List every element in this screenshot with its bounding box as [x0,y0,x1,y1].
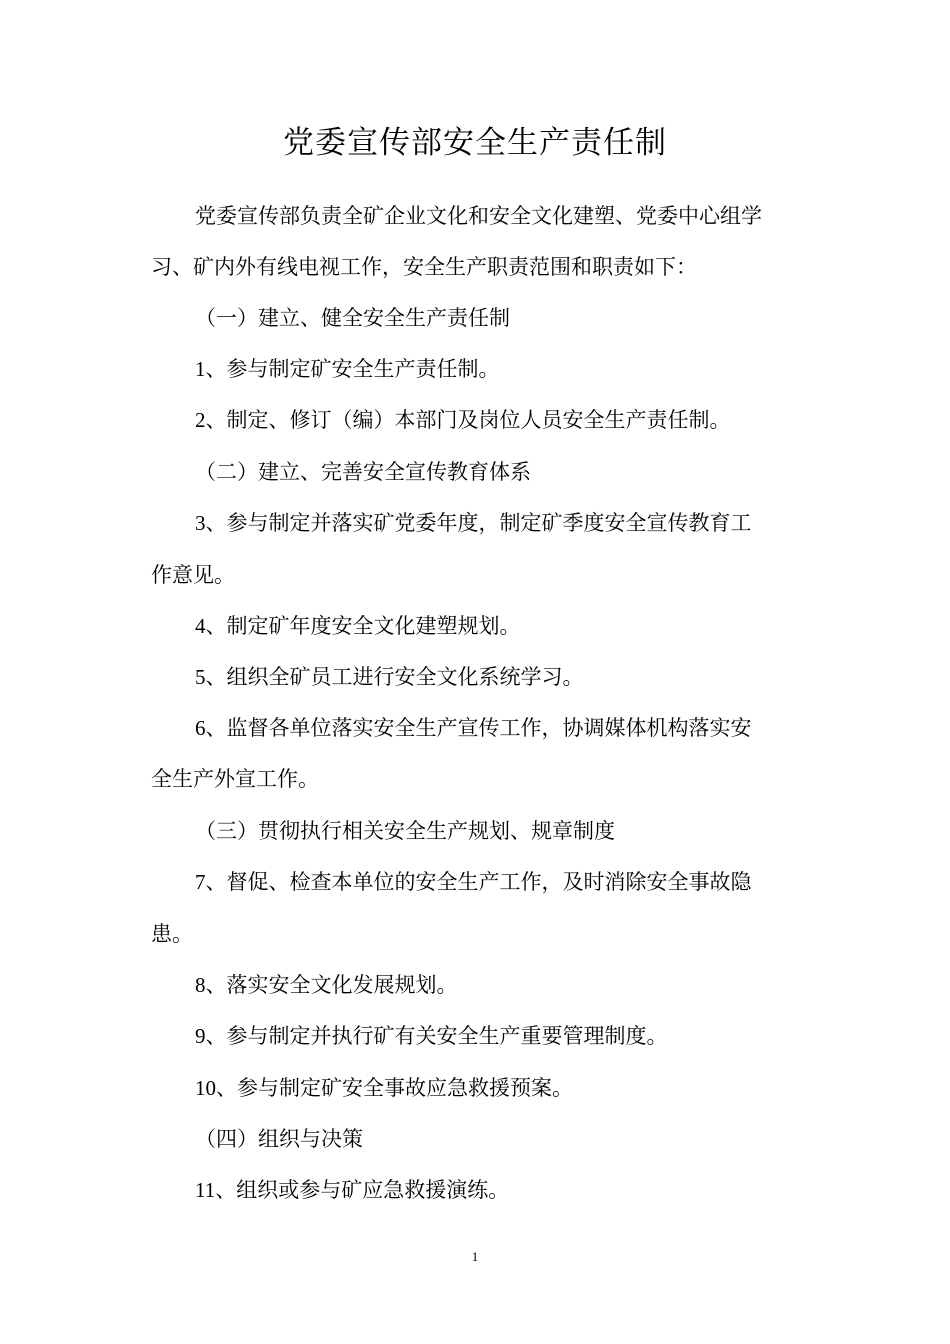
page-number: 1 [471,1249,479,1264]
list-item-4: 4、制定矿年度安全文化建塑规划。 [195,614,521,638]
list-item-7-line-1: 7、督促、检查本单位的安全生产工作，及时消除安全事故隐 [195,870,752,894]
section-heading-3: （三）贯彻执行相关安全生产规划、规章制度 [195,819,615,843]
list-item-6-line-2: 全生产外宣工作。 [151,767,319,791]
list-item-8: 8、落实安全文化发展规划。 [195,973,458,997]
section-heading-1: （一）建立、健全安全生产责任制 [195,306,510,330]
section-heading-4: （四）组织与决策 [195,1127,363,1151]
paragraph-intro-line-2: 习、矿内外有线电视工作，安全生产职责范围和职责如下： [151,255,697,279]
list-item-2: 2、制定、修订（编）本部门及岗位人员安全生产责任制。 [195,408,731,432]
list-item-5: 5、组织全矿员工进行安全文化系统学习。 [195,665,584,689]
list-item-3-line-1: 3、参与制定并落实矿党委年度，制定矿季度安全宣传教育工 [195,511,752,535]
list-item-6-line-1: 6、监督各单位落实安全生产宣传工作，协调媒体机构落实安 [195,716,752,740]
list-item-7-line-2: 患。 [151,922,193,946]
list-item-11: 11、组织或参与矿应急救援演练。 [195,1178,510,1202]
paragraph-intro-line-1: 党委宣传部负责全矿企业文化和安全文化建塑、党委中心组学 [195,204,762,228]
document-title: 党委宣传部安全生产责任制 [283,125,667,161]
section-heading-2: （二）建立、完善安全宣传教育体系 [195,460,531,484]
list-item-1: 1、参与制定矿安全生产责任制。 [195,357,500,381]
list-item-9: 9、参与制定并执行矿有关安全生产重要管理制度。 [195,1024,668,1048]
list-item-10: 10、参与制定矿安全事故应急救援预案。 [195,1076,573,1100]
list-item-3-line-2: 作意见。 [151,563,235,587]
